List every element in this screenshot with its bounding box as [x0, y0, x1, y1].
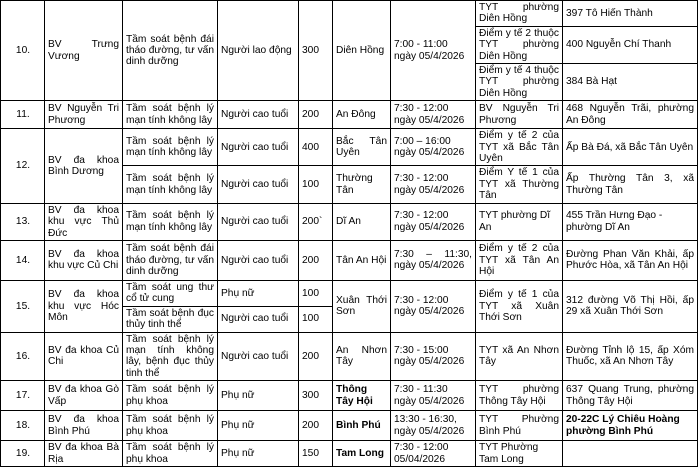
row-number: 16. — [1, 332, 45, 381]
time: 7:30 - 15:00 ngày 05/4/2026 — [391, 332, 476, 381]
address — [563, 441, 698, 467]
ward: Tam Long — [333, 441, 391, 467]
time: 7:30 - 12:00 ngày 05/4/2026 — [391, 280, 476, 332]
row-number: 18. — [1, 411, 45, 441]
table-row — [1, 332, 698, 381]
task: Tầm soát bệnh lý phụ khoa — [123, 411, 218, 441]
time: 7:30 - 12:00 ngày 05/4/2026 — [391, 166, 476, 203]
ward: Thông Tây Hội — [333, 381, 391, 411]
table-row — [1, 240, 698, 280]
target-group: Người cao tuổi — [218, 332, 299, 381]
target-group: Người lao động — [218, 1, 299, 101]
place: Điểm y tế 2 của TYT xã Bắc Tân Uyên — [476, 129, 563, 166]
hospital-name: BV đa khoa Củ Chi — [45, 332, 123, 381]
address: Đường Tỉnh lộ 15, ấp Xóm Thuốc, xã An Nhơn Tây — [563, 332, 698, 381]
hospital-name: BV đa khoa Bình Phú — [45, 411, 123, 441]
task: Tầm soát ung thư cổ tử cung — [123, 280, 218, 306]
address: 397 Tô Hiến Thành — [563, 1, 698, 27]
place: Điểm y tế 2 của TYT xã Tân An Hội — [476, 240, 563, 280]
hospital-name: BV đa khoa Bình Dương — [45, 129, 123, 203]
task: Tầm soát bệnh đái tháo đường, tư vấn dinh dưỡng — [123, 240, 218, 280]
place: TYT phường Thông Tây Hội — [476, 381, 563, 411]
hospital-name: BV đa khoa khu vực Thủ Đức — [45, 203, 123, 240]
task: Tầm soát bệnh lý mạn tính không lây — [123, 129, 218, 166]
count: 200 — [299, 101, 333, 129]
target-group: Phụ nữ — [218, 441, 299, 467]
count: 300 — [299, 381, 333, 411]
time: 7:00 – 16:00 ngày 05/4/2026 — [391, 129, 476, 166]
hospital-name: BV Trưng Vương — [45, 1, 123, 101]
target-group: Người cao tuổi — [218, 240, 299, 280]
place: Điểm Y tế 1 của TYT xã Thường Tân — [476, 166, 563, 203]
row-number: 11. — [1, 101, 45, 129]
place: TYT Phường Bình Phú — [476, 411, 563, 441]
task: Tầm soát bệnh lý phụ khoa — [123, 441, 218, 467]
hospital-name: BV đa khoa Gò Vấp — [45, 381, 123, 411]
row-number: 12. — [1, 129, 45, 203]
address: 20-22C Lý Chiêu Hoàng phường Bình Phú — [563, 411, 698, 441]
time: 7:30 - 12:00 ngày 05/4/2026 — [391, 101, 476, 129]
target-group: Phụ nữ — [218, 411, 299, 441]
place: TYT xã An Nhơn Tây — [476, 332, 563, 381]
row-number: 15. — [1, 280, 45, 332]
table-row — [1, 411, 698, 441]
time: 7:30 - 12:00 ngày 05/4/2026 — [391, 203, 476, 240]
count: 100 — [299, 306, 333, 332]
target-group: Người cao tuổi — [218, 203, 299, 240]
hospital-name: BV đa khoa khu vực Hóc Môn — [45, 280, 123, 332]
count: 200 — [299, 332, 333, 381]
ward: Tân An Hội — [333, 240, 391, 280]
row-number: 13. — [1, 203, 45, 240]
row-number: 19. — [1, 441, 45, 467]
address: 384 Bà Hạt — [563, 64, 698, 101]
row-number: 17. — [1, 381, 45, 411]
ward: Xuân Thới Sơn — [333, 280, 391, 332]
place: TYT phường Dĩ An — [476, 203, 563, 240]
target-group: Người cao tuổi — [218, 101, 299, 129]
count: 200 — [299, 411, 333, 441]
address: 312 đường Võ Thị Hồi, ấp 29 xã Xuân Thới Sơn — [563, 280, 698, 332]
address: 637 Quang Trung, phường Thông Tây Hội — [563, 381, 698, 411]
count: 100 — [299, 280, 333, 306]
ward: Dĩ An — [333, 203, 391, 240]
hospital-name: BV đa khoa Bà Rịa — [45, 441, 123, 467]
target-group: Phụ nữ — [218, 280, 299, 306]
hospital-name: BV Nguyễn Tri Phương — [45, 101, 123, 129]
address: Ấp Thường Tân 3, xã Thường Tân — [563, 166, 698, 203]
table-row — [1, 1, 698, 27]
table-row — [1, 441, 698, 467]
count: 100 — [299, 166, 333, 203]
address: 400 Nguyễn Chí Thanh — [563, 26, 698, 63]
target-group: Người cao tuổi — [218, 166, 299, 203]
target-group: Phụ nữ — [218, 381, 299, 411]
place: TYT phường Diên Hồng — [476, 1, 563, 27]
hospital-name: BV đa khoa khu vực Củ Chi — [45, 240, 123, 280]
time: 7:00 - 11:00 ngày 05/4/2026 — [391, 1, 476, 101]
ward: Diên Hồng — [333, 1, 391, 101]
time: 13:30 - 16:30, ngày 05/4/2026 — [391, 411, 476, 441]
place: Điểm y tế 2 thuộc TYT phường Diên Hồng — [476, 26, 563, 63]
target-group: Người cao tuổi — [218, 306, 299, 332]
task: Tầm soát bệnh đái tháo đường, tư vấn dinh dưỡng — [123, 1, 218, 101]
task: Tầm soát bệnh đục thủy tinh thể — [123, 306, 218, 332]
address: 468 Nguyễn Trãi, phường An Đông — [563, 101, 698, 129]
table-row — [1, 203, 698, 240]
target-group: Người cao tuổi — [218, 129, 299, 166]
task: Tầm soát bệnh lý mạn tính không lây — [123, 166, 218, 203]
count: 300 — [299, 1, 333, 101]
count: 200 — [299, 240, 333, 280]
count: 200` — [299, 203, 333, 240]
time: 7:30 – 11:30, ngày 05/4/2026 — [391, 240, 476, 280]
task: Tầm soát bệnh lý phụ khoa — [123, 381, 218, 411]
place: TYT Phường Tam Long — [476, 441, 563, 467]
address: Ấp Bà Đá, xã Bắc Tân Uyên — [563, 129, 698, 166]
count: 400 — [299, 129, 333, 166]
row-number: 14. — [1, 240, 45, 280]
ward: An Nhơn Tây — [333, 332, 391, 381]
table-row — [1, 101, 698, 129]
table-row — [1, 381, 698, 411]
ward: An Đông — [333, 101, 391, 129]
task: Tầm soát bệnh lý mạn tính không lây, bệnh đục thủy tinh thể — [123, 332, 218, 381]
time: 7:30 - 12:00 05/04/2026 — [391, 441, 476, 467]
time: 7:30 - 11:30 ngày 05/4/2026 — [391, 381, 476, 411]
row-number: 10. — [1, 1, 45, 101]
address: 455 Trần Hưng Đạo - phường Dĩ An — [563, 203, 698, 240]
task: Tầm soát bệnh lý mạn tính không lây — [123, 203, 218, 240]
task: Tầm soát bệnh lý mạn tính không lây — [123, 101, 218, 129]
ward: Bình Phú — [333, 411, 391, 441]
ward: Bắc Tân Uyên — [333, 129, 391, 166]
table-row — [1, 129, 698, 166]
place: Điểm y tế 1 của TYT xã Xuân Thới Sơn — [476, 280, 563, 332]
place: Điểm y tế 4 thuộc TYT phường Diên Hồng — [476, 64, 563, 101]
address: Đường Phan Văn Khải, ấp Phước Hòa, xã Tân An Hội — [563, 240, 698, 280]
table-row — [1, 280, 698, 306]
count: 150 — [299, 441, 333, 467]
place: BV Nguyễn Tri Phương — [476, 101, 563, 129]
ward: Thường Tân — [333, 166, 391, 203]
